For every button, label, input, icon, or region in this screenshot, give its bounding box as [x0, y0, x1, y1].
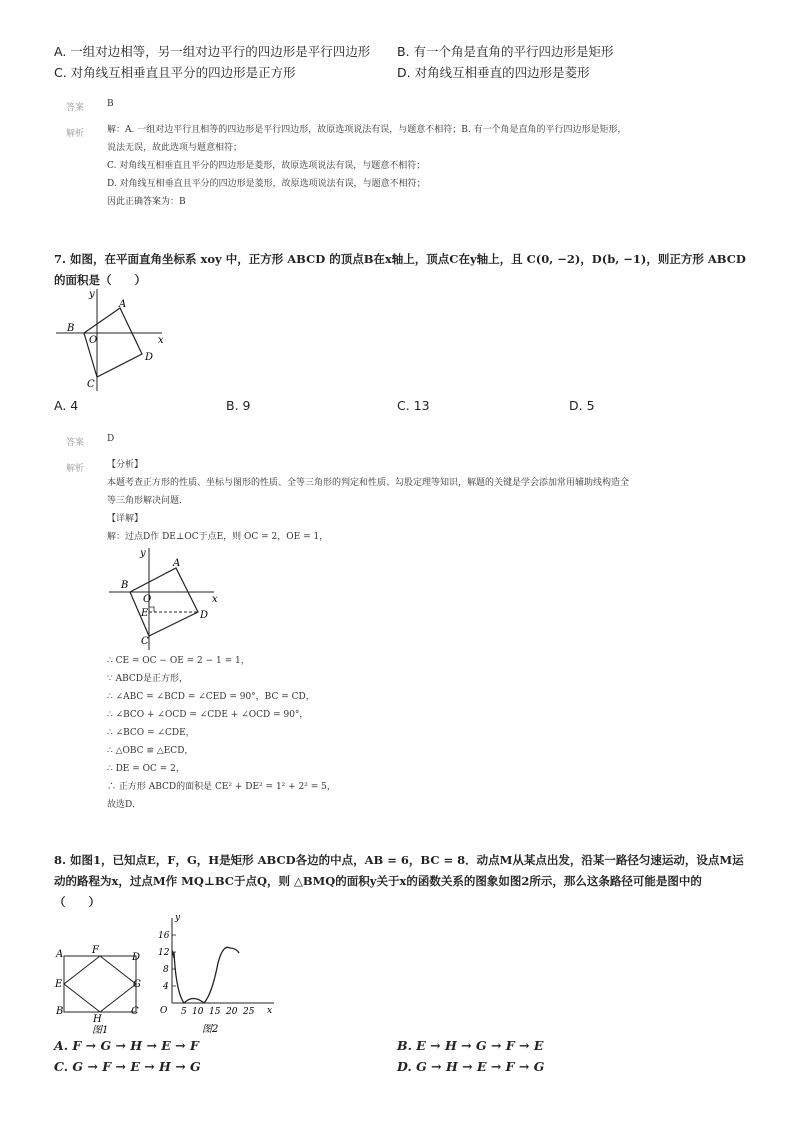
fig2-origin: O [160, 1006, 168, 1016]
q7-answer-label: 答案 [66, 438, 85, 448]
q7-stem-line: 7. 如图，在平面直角坐标系 xoy 中，正方形 ABCD 的顶点B在x轴上，顶点C在y轴上，且 C(0, −2)，D(b, −1)，则正方形 ABCD [54, 252, 746, 266]
q6-analysis [107, 121, 627, 211]
fig1-point-c: C [131, 1006, 139, 1017]
fig1-caption: 图1 [92, 1025, 109, 1034]
q8-option-b: B. E → H → G → F → E [397, 1038, 544, 1053]
q7-sol-point-b: B [121, 580, 129, 591]
q8-stem-line: 动的路程为x，过点M作 MQ⊥BC于点Q，则 △BMQ的面积y关于x的函数关系的图象如图2所示，那么这条路径可能是图中的 [54, 874, 702, 888]
q6-option-a: A. 一组对边相等，另一组对边平行的四边形是平行四边形 [54, 44, 371, 59]
q7-analysis-line: ∴ ∠ABC = ∠BCD = ∠CED = 90°，BC = CD， [107, 692, 315, 702]
q6-option-d: D. 对角线互相垂直的四边形是菱形 [397, 65, 590, 80]
q7-sol-point-d: D [200, 610, 209, 621]
q7-analysis-line: ∴ DE = OC = 2， [107, 764, 185, 774]
fig2-y-tick: 12 [158, 948, 170, 958]
q7-solution-figure [106, 546, 224, 654]
q6-analysis-label: 解析 [66, 129, 85, 139]
fig2-x-tick: 10 [192, 1007, 204, 1017]
fig1-point-a: A [56, 949, 64, 960]
q7-analysis-line: ∴ ∠BCO = ∠CDE， [107, 728, 195, 738]
q7-analysis-line: ∵ ABCD是正方形， [107, 674, 188, 684]
q7-fig-point-c: C [87, 379, 95, 390]
fig2-x-tick: 25 [243, 1007, 255, 1017]
q7-answer: D [107, 434, 115, 444]
fig1-point-e: E [55, 979, 63, 990]
q7-sol-origin: O [143, 594, 152, 605]
q8-figure-2 [150, 910, 280, 1034]
q8-option-c: C. G → F → E → H → G [54, 1059, 201, 1074]
q6-analysis-line: 解：A. 一组对边平行且相等的四边形是平行四边形，故原选项说法有误，与题意不相符；B. 有一个角是直角的平行四边形是矩形， [107, 125, 627, 135]
q6-analysis-line: 因此正确答案为：B [107, 197, 186, 207]
q6-analysis-line: C. 对角线互相垂直且平分的四边形是菱形，故原选项说法有误，与题意不相符； [107, 161, 426, 171]
q7-sol-point-c: C [141, 636, 149, 647]
fig2-x-tick: 5 [181, 1007, 187, 1017]
q7-fig-point-a: A [119, 299, 127, 310]
q7-sol-point-a: A [173, 558, 181, 569]
fig2-x-tick: 15 [209, 1007, 221, 1017]
fig2-caption: 图2 [202, 1024, 219, 1034]
q7-stem-line: 的面积是（ ） [54, 273, 146, 287]
q7-option-d: D. 5 [569, 398, 595, 413]
fig2-y-tick: 16 [158, 931, 170, 941]
q6-analysis-line: 说法无误，故此选项与题意相符； [107, 143, 243, 153]
q7-option-c: C. 13 [397, 398, 430, 413]
q7-fig-point-b: B [67, 323, 75, 334]
q7-analysis-top [107, 456, 629, 546]
q7-sol-y-label: y [140, 548, 146, 559]
q7-option-a: A. 4 [54, 398, 79, 413]
fig1-point-h: H [93, 1014, 102, 1025]
q6-option-c: C. 对角线互相垂直且平分的四边形是正方形 [54, 65, 296, 80]
q7-analysis-line: 【分析】 [107, 460, 144, 470]
q7-analysis-label: 解析 [66, 464, 85, 474]
q7-analysis-line: ∴ △OBC ≌ △ECD， [107, 746, 194, 756]
q8-stem-line: 8. 如图1，已知点E，F，G，H是矩形 ABCD各边的中点，AB = 6，BC = 8．动点M从某点出发，沿某一路径匀速运动，设点M运 [54, 853, 744, 867]
q7-analysis-line: ∴ ∠BCO + ∠OCD = ∠CDE + ∠OCD = 90°， [107, 710, 309, 720]
q7-fig-origin: O [89, 335, 98, 346]
q7-fig-x-label: x [158, 335, 164, 346]
q8-option-d: D. G → H → E → F → G [397, 1059, 545, 1074]
fig2-y-tick: 4 [163, 982, 169, 992]
q7-sol-x-label: x [212, 594, 218, 605]
q7-analysis-line: 等三角形解决问题． [107, 496, 189, 506]
q7-analysis-line: 本题考查正方形的性质、坐标与图形的性质、全等三角形的判定和性质、勾股定理等知识，解题的关键是学会添加常用辅助线构造全 [107, 478, 630, 488]
q7-fig-y-label: y [89, 289, 95, 300]
q8-option-a: A. F → G → H → E → F [54, 1038, 199, 1053]
q7-analysis-line: ∴ CE = OC − OE = 2 − 1 = 1， [107, 656, 250, 666]
q6-answer: B [107, 99, 114, 109]
fig2-y-tick: 8 [163, 965, 169, 975]
q7-option-b: B. 9 [226, 398, 251, 413]
q7-analysis-line: ∴ 正方形 ABCD的面积是 CE² + DE² = 1² + 2² = 5， [107, 782, 336, 792]
q7-analysis-line: 故选D． [107, 800, 142, 810]
fig1-point-d: D [132, 952, 141, 963]
q8-stem-line: （ ） [54, 895, 100, 909]
fig1-point-b: B [56, 1006, 64, 1017]
fig2-x-label: x [267, 1006, 273, 1016]
q7-analysis-line: 【详解】 [107, 514, 144, 524]
q6-analysis-line: D. 对角线互相垂直且平分的四边形是菱形，故原选项说法有误，与题意不相符； [107, 179, 426, 189]
fig1-point-f: F [92, 945, 99, 956]
q6-option-b: B. 有一个角是直角的平行四边形是矩形 [397, 44, 614, 59]
fig1-point-g: G [133, 979, 141, 990]
q7-sol-point-e: E [141, 608, 149, 619]
q8-stem [54, 850, 744, 913]
fig2-y-label: y [175, 913, 181, 923]
q7-fig-point-d: D [145, 352, 154, 363]
q7-figure [54, 285, 174, 395]
fig2-x-tick: 20 [226, 1007, 238, 1017]
q7-analysis-bottom [107, 652, 336, 814]
q8-figure-1 [54, 942, 154, 1034]
q6-answer-label: 答案 [66, 103, 85, 113]
q7-analysis-line: 解：过点D作 DE⊥OC于点E，则 OC = 2，OE = 1， [107, 532, 329, 542]
